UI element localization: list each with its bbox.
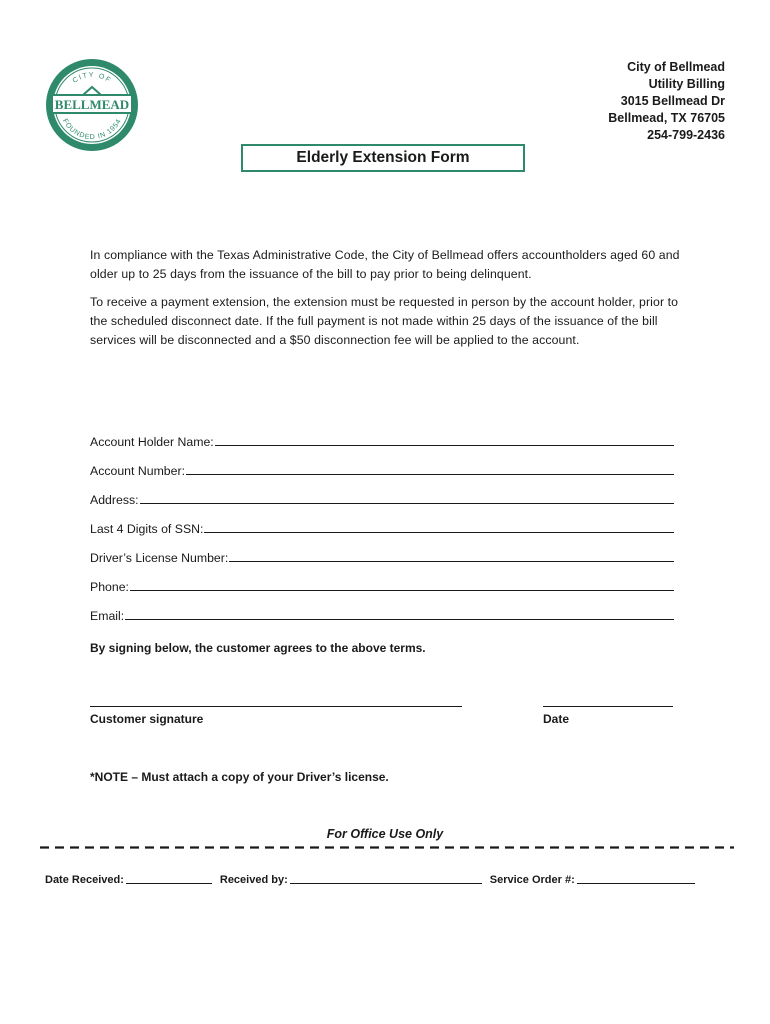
customer-signature-label: Customer signature [90,712,204,726]
email-field[interactable] [90,594,674,623]
seal-top-text: CITY OF [71,71,113,85]
field-label: Address: [90,493,139,507]
address-field[interactable] [90,478,674,507]
license-note: *NOTE – Must attach a copy of your Driver’s license. [90,770,389,784]
field-label: Last 4 Digits of SSN: [90,522,204,536]
office-use-fields [45,874,703,886]
date-received-line[interactable] [126,882,212,884]
field-line[interactable] [215,444,674,446]
address-city-state-zip: Bellmead, TX 76705 [608,111,725,125]
field-label: Driver’s License Number: [90,551,229,565]
address-city: City of Bellmead [627,60,725,74]
drivers-license-field[interactable] [90,536,674,565]
office-divider [40,846,734,849]
received-by-field[interactable] [220,874,482,886]
extension-paragraph: To receive a payment extension, the extension must be requested in person by the account holder, prior to the scheduled disconnect date. If the full payment is not made within 25 days of the issuance of the bill services will be disconnected and a $50 disconnection fee will be applied to the account. [90,295,679,347]
office-use-heading: For Office Use Only [326,827,444,841]
field-line[interactable] [229,560,674,562]
date-received-label: Date Received: [45,874,124,886]
account-holder-name-field[interactable] [90,420,674,449]
address-phone: 254-799-2436 [647,128,725,142]
field-label: Phone: [90,580,129,594]
compliance-paragraph: In compliance with the Texas Administrative Code, the City of Bellmead offers accountholders aged 60 and older up to 25 days from the issuance of the bill to pay prior to being delinquent. [90,248,680,281]
field-line[interactable] [186,473,674,475]
customer-signature-line[interactable] [90,706,462,707]
received-by-line[interactable] [290,882,482,884]
seal-bottom-text: FOUNDED IN 1954 [61,117,123,142]
field-line[interactable] [140,502,674,504]
agreement-statement: By signing below, the customer agrees to the above terms. [90,641,426,655]
field-line[interactable] [130,589,674,591]
field-line[interactable] [125,618,674,620]
phone-field[interactable] [90,565,674,594]
signature-date-label: Date [543,712,570,726]
field-line[interactable] [204,531,674,533]
service-order-field[interactable] [490,874,695,886]
customer-fields [90,420,674,623]
office-address [608,59,725,144]
form-title: Elderly Extension Form [241,144,525,172]
field-label: Account Number: [90,464,186,478]
account-number-field[interactable] [90,449,674,478]
service-order-label: Service Order #: [489,874,575,886]
service-order-line[interactable] [577,882,695,884]
field-label: Email: [90,609,125,623]
city-seal-logo [44,57,140,153]
seal-name: BELLMEAD [54,97,130,112]
date-received-field[interactable] [45,874,212,886]
address-department: Utility Billing [648,77,725,91]
field-label: Account Holder Name: [90,435,214,449]
address-street: 3015 Bellmead Dr [620,94,725,108]
signature-date-line[interactable] [543,706,673,707]
received-by-label: Received by: [219,874,288,886]
ssn-last4-field[interactable] [90,507,674,536]
